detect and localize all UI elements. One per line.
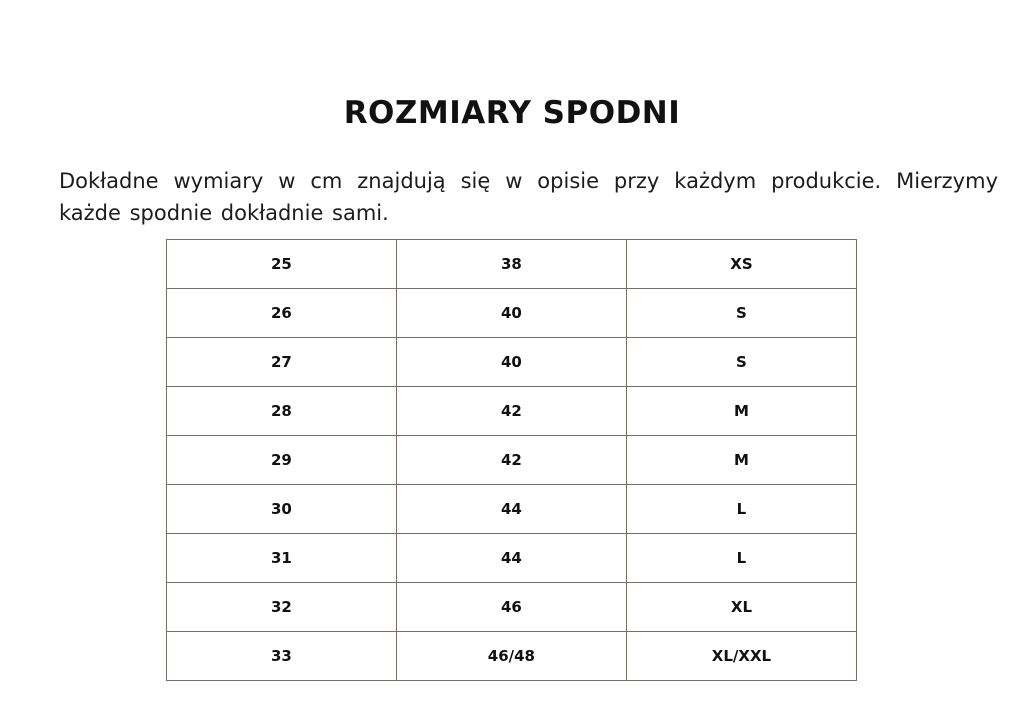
waist-size-cell: 26 [167, 289, 397, 338]
table-row [167, 436, 857, 485]
letter-size-cell: L [626, 485, 856, 534]
page-title: ROZMIARY SPODNI [343, 94, 681, 131]
waist-size-cell: 30 [167, 485, 397, 534]
waist-size-cell: 25 [167, 240, 397, 289]
table-row [167, 485, 857, 534]
waist-size-cell: 33 [167, 632, 397, 681]
table-row [167, 240, 857, 289]
letter-size-cell: S [626, 338, 856, 387]
waist-size-cell: 28 [167, 387, 397, 436]
letter-size-cell: M [626, 387, 856, 436]
letter-size-cell: XS [626, 240, 856, 289]
eu-size-cell: 40 [396, 338, 626, 387]
table-row [167, 632, 857, 681]
waist-size-cell: 32 [167, 583, 397, 632]
eu-size-cell: 42 [396, 436, 626, 485]
eu-size-cell: 46 [396, 583, 626, 632]
eu-size-cell: 42 [396, 387, 626, 436]
size-chart-table [166, 239, 857, 681]
eu-size-cell: 44 [396, 485, 626, 534]
eu-size-cell: 38 [396, 240, 626, 289]
table-row [167, 534, 857, 583]
letter-size-cell: S [626, 289, 856, 338]
table-row [167, 387, 857, 436]
letter-size-cell: XL [626, 583, 856, 632]
eu-size-cell: 44 [396, 534, 626, 583]
eu-size-cell: 40 [396, 289, 626, 338]
letter-size-cell: L [626, 534, 856, 583]
eu-size-cell: 46/48 [396, 632, 626, 681]
table-row [167, 338, 857, 387]
letter-size-cell: XL/XXL [626, 632, 856, 681]
waist-size-cell: 27 [167, 338, 397, 387]
waist-size-cell: 31 [167, 534, 397, 583]
waist-size-cell: 29 [167, 436, 397, 485]
table-row [167, 583, 857, 632]
table-row [167, 289, 857, 338]
letter-size-cell: M [626, 436, 856, 485]
description-text: Dokładne wymiary w cm znajdują się w opisie przy każdym produkcie. Mierzymy każde spodnie dokładnie sami. [59, 169, 998, 225]
